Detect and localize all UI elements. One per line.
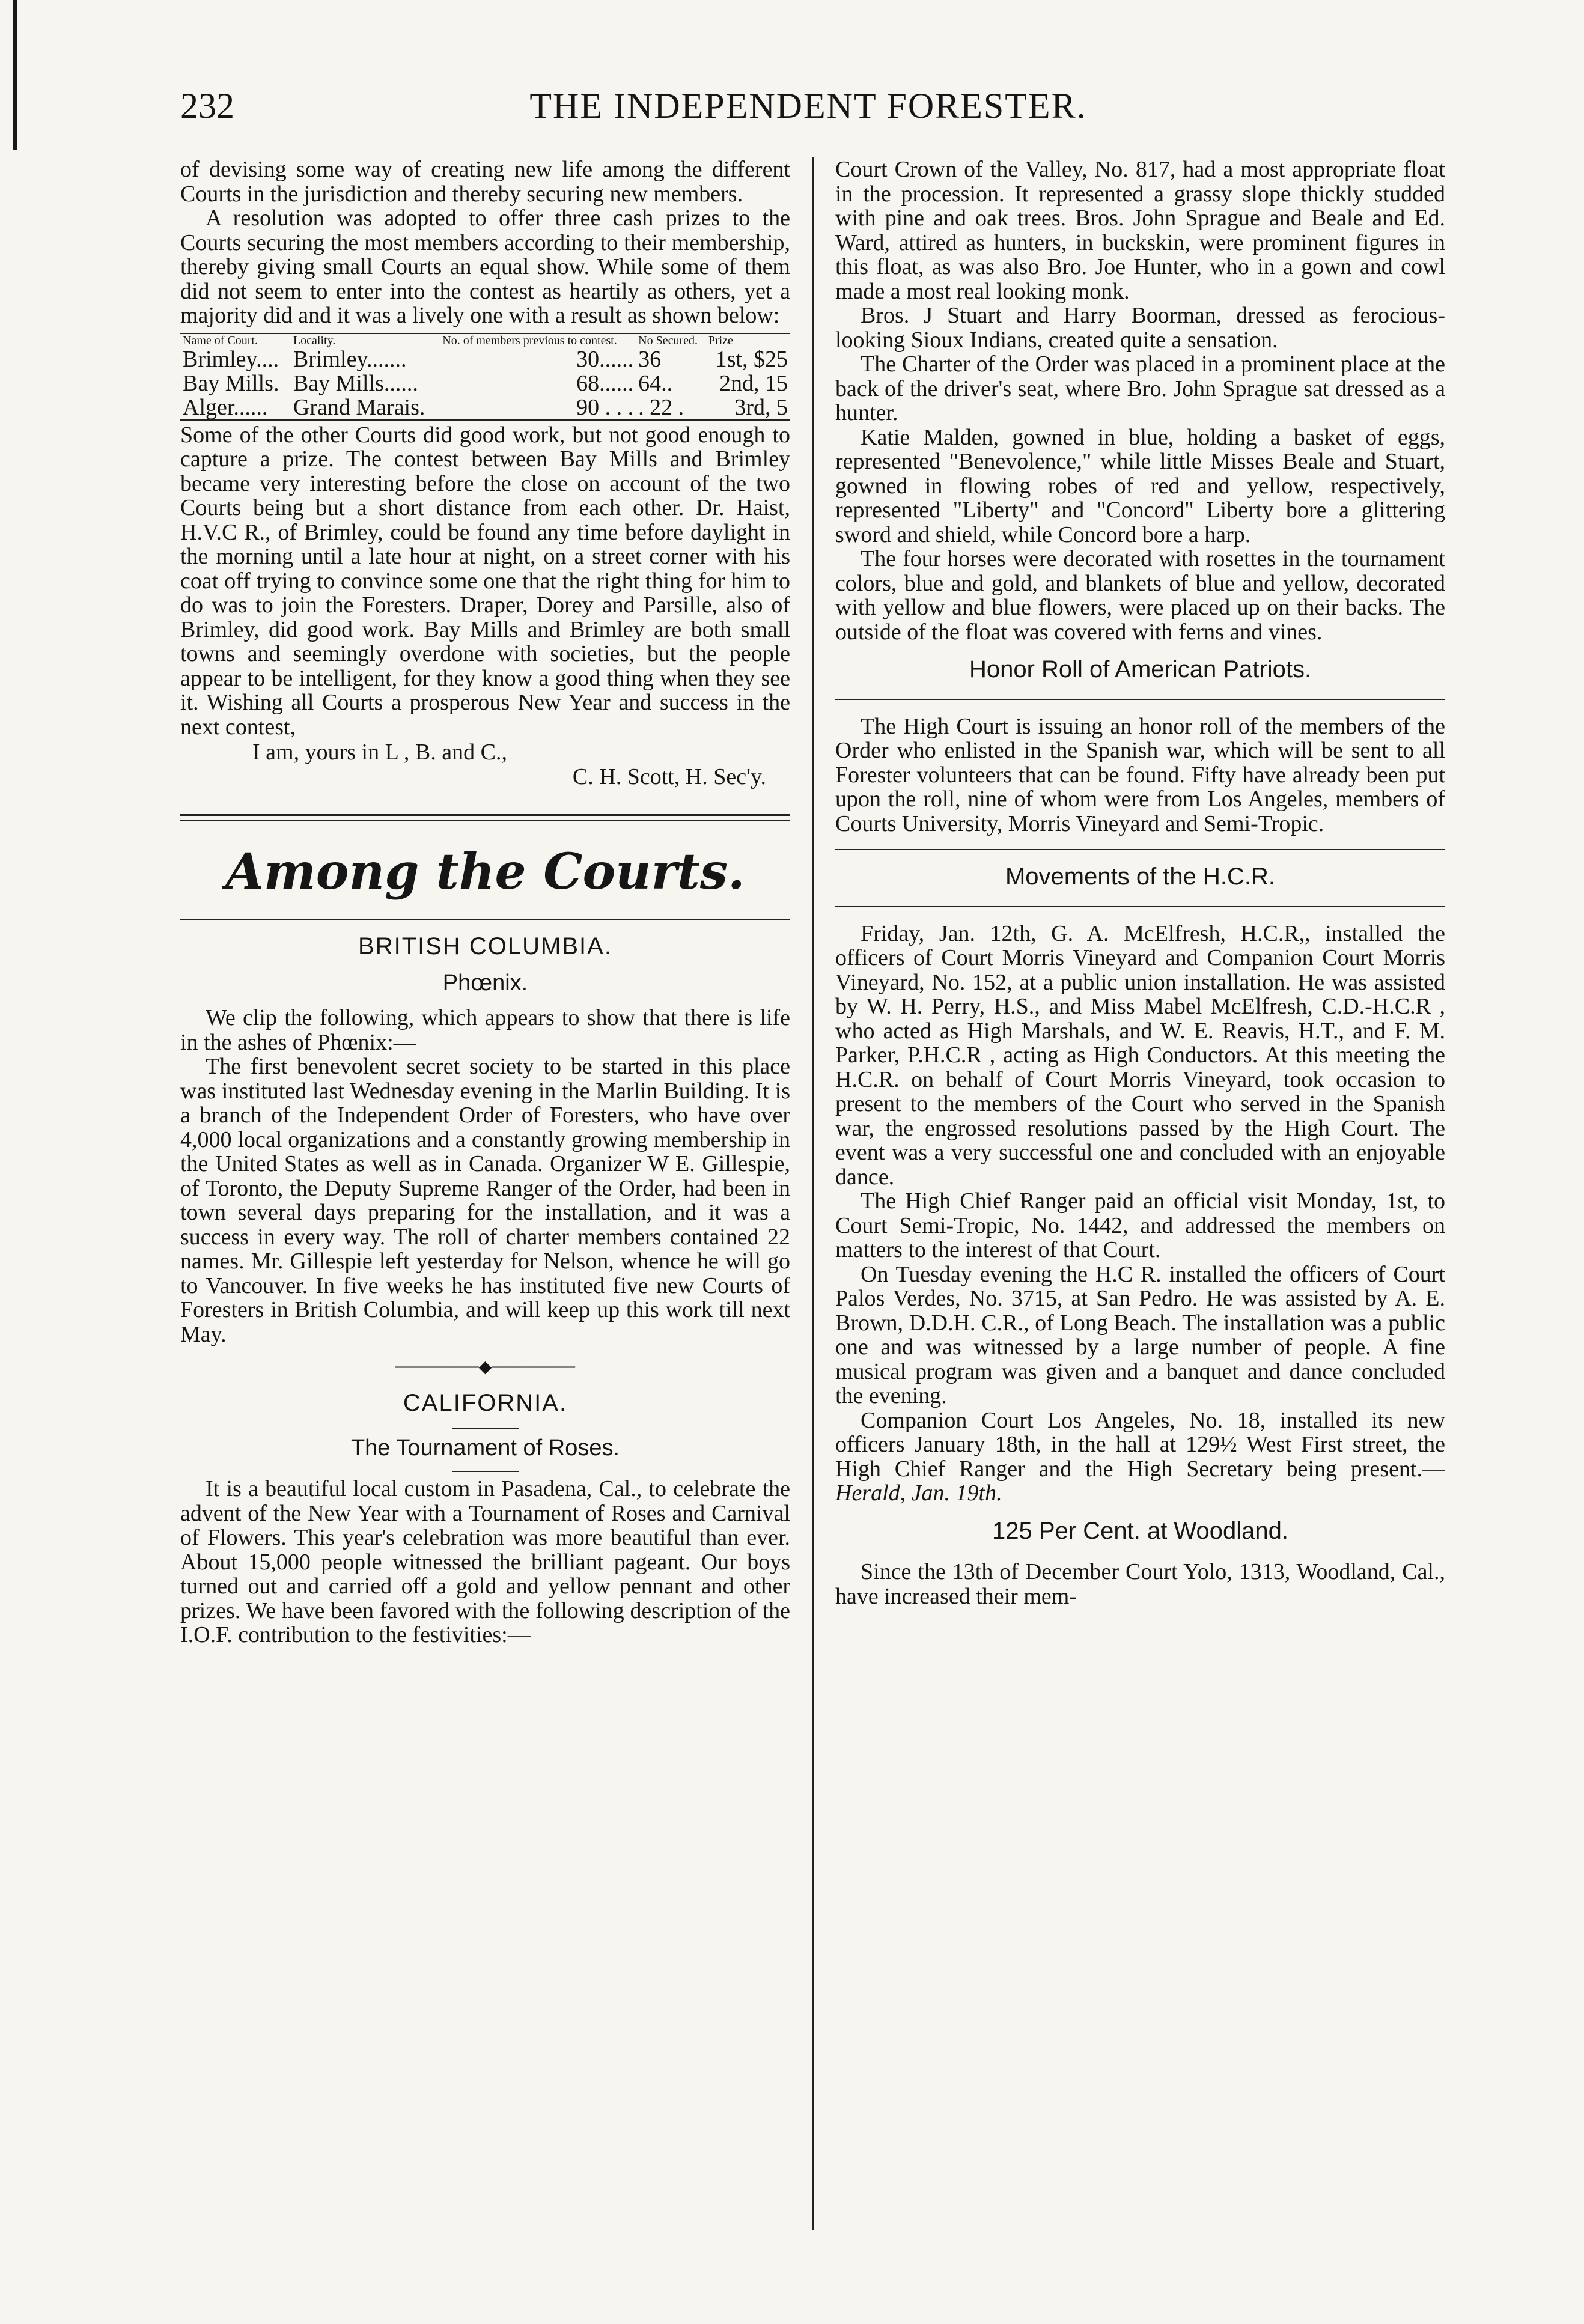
table-cell: Brimley.... bbox=[183, 346, 279, 372]
column-header: Locality. bbox=[293, 333, 336, 347]
table-cell: Bay Mills. bbox=[183, 370, 279, 396]
table-cell: Grand Marais. bbox=[293, 394, 425, 420]
table-header-row bbox=[180, 333, 790, 347]
table-cell: 2nd, 15 bbox=[719, 370, 788, 396]
column-header: No Secured. bbox=[638, 333, 698, 347]
prize-table bbox=[180, 333, 790, 421]
paragraph bbox=[835, 1408, 1445, 1506]
table-cell: 90 . . . bbox=[576, 394, 634, 420]
closing-line: I am, yours in L , B. and C., bbox=[252, 740, 507, 765]
thin-rule-divider bbox=[835, 699, 1445, 700]
page-number: 232 bbox=[180, 86, 234, 126]
table-cell: 68...... bbox=[576, 370, 634, 396]
table-cell: 30...... bbox=[576, 346, 634, 372]
paragraph: Court Crown of the Valley, No. 817, had a most appropriate float in the procession. It represented a grassy slope thickly studded with pine and oak trees. Bros. John Sprague and Beale and Ed. Ward, attired as hunters, in buckskin, were prominent figures in this float, as was also Bro. Joe Hunter, who in a gown and cowl made a most real looking monk. bbox=[835, 157, 1445, 304]
double-rule-divider bbox=[180, 814, 790, 821]
table-cell: 64.. bbox=[638, 370, 673, 396]
margin-rule bbox=[13, 0, 17, 150]
column-header: Prize bbox=[708, 333, 733, 347]
table-row bbox=[180, 395, 790, 420]
source-citation: Herald, Jan. 19th. bbox=[835, 1480, 1002, 1506]
table-cell: Bay Mills...... bbox=[293, 370, 418, 396]
paragraph: A resolution was adopted to offer three cash prizes to the Courts securing the most members according to their membership, thereby giving small Courts an equal show. While some of them did not seem to enter into the contest as heartily as others, yet a majority did and it was a lively one with a result as shown below: bbox=[180, 205, 790, 328]
article-subheading: The Tournament of Roses. bbox=[350, 1435, 620, 1461]
section-title: Among the Courts. bbox=[225, 843, 745, 901]
table-cell: 3rd, 5 bbox=[734, 394, 788, 420]
diamond-rule-ornament: ───────◆─────── bbox=[395, 1358, 576, 1376]
column-divider bbox=[812, 157, 814, 2230]
article-headline: Honor Roll of American Patriots. bbox=[969, 656, 1312, 683]
thin-rule-divider bbox=[835, 849, 1445, 850]
table-row bbox=[180, 371, 790, 395]
paragraph: The High Court is issuing an honor roll of the members of the Order who enlisted in the Spanish war, which will be sent to all Forester volunteers that can be found. Fifty have already been put upon the roll, nine of whom were from Los Angeles, members of Courts University, Morris Vineyard and Semi-Tropic. bbox=[835, 713, 1445, 836]
table-cell: Brimley....... bbox=[293, 346, 407, 372]
paragraph: Since the 13th of December Court Yolo, 1313, Woodland, Cal., have increased their mem- bbox=[835, 1559, 1445, 1609]
signature: C. H. Scott, H. Sec'y. bbox=[572, 764, 766, 789]
paragraph: The four horses were decorated with rosettes in the tournament colors, blue and gold, and blankets of blue and yellow, decorated with yellow and blue flowers, were placed up on their backs. The outside of the float was covered with ferns and vines. bbox=[835, 546, 1445, 645]
column-header: No. of members previous to contest. bbox=[442, 333, 617, 347]
table-cell: 1st, $25 bbox=[715, 346, 788, 372]
page-header bbox=[180, 85, 1436, 139]
thin-rule-divider bbox=[180, 919, 790, 920]
province-heading: CALIFORNIA. bbox=[403, 1390, 568, 1416]
paragraph: The Charter of the Order was placed in a prominent place at the back of the driver's seat, where Bro. John Sprague sat dressed as a hunter. bbox=[835, 351, 1445, 425]
table-cell: Alger...... bbox=[183, 394, 268, 420]
right-column bbox=[835, 157, 1445, 2230]
town-heading: Phœnix. bbox=[442, 970, 528, 996]
thin-rule-divider bbox=[835, 906, 1445, 907]
paragraph: The High Chief Ranger paid an official visit Monday, 1st, to Court Semi-Tropic, No. 1442, and addressed the members on matters to the interest of that Court. bbox=[835, 1188, 1445, 1262]
left-column bbox=[180, 157, 790, 2230]
paragraph: Friday, Jan. 12th, G. A. McElfresh, H.C.R,, installed the officers of Court Morris Vineyard and Companion Court Morris Vineyard, No. 152, at a public union installation. He was assisted by W. H. Perry, H.S., and Miss Mabel McElfresh, C.D.-H.C.R , who acted as High Marshals, and W. E. Reavis, H.T., and F. M. Parker, P.H.C.R , acting as High Conductors. At this meeting the H.C.R. on behalf of Court Morris Vineyard, took occasion to present to the members of the Court who served in the Spanish war, the engrossed resolutions passed by the High Court. The event was a very successful one and concluded with an enjoyable dance. bbox=[835, 920, 1445, 1190]
column-header: Name of Court. bbox=[183, 333, 258, 347]
short-rule bbox=[452, 1471, 519, 1472]
paragraph: The first benevolent secret society to be started in this place was instituted last Wednesday evening in the Marlin Building. It is a branch of the Independent Order of Foresters, who have over 4,000 local organizations and a constantly growing membership in the United States as well as in Canada. Organizer W E. Gillespie, of Toronto, the Deputy Supreme Ranger of the Order, had been in town several days preparing for the installation, and it was a success in every way. The roll of charter members contained 22 names. Mr. Gillespie left yesterday for Nelson, whence he will go to Vancouver. In five weeks he has instituted five new Courts of Foresters in British Columbia, and will keep up this work till next May. bbox=[180, 1054, 790, 1347]
province-heading: BRITISH COLUMBIA. bbox=[358, 933, 612, 960]
article-headline: Movements of the H.C.R. bbox=[1005, 863, 1276, 890]
paragraph: Some of the other Courts did good work, but not good enough to capture a prize. The contest between Bay Mills and Brimley became very interesting before the close on account of the two Courts being but a short distance from each other. Dr. Haist, H.V.C R., of Brimley, could be found any time before daylight in the morning until a late hour at night, on a street corner with his coat off trying to convince some one that the right thing for him to do was to join the Foresters. Draper, Dorey and Parsille, also of Brimley, did good work. Bay Mills and Brimley are both small towns and seemingly overdone with societies, but the people appear to be intelligent, for they know a good thing when they see it. Wishing all Courts a prosperous New Year and success in the next contest, bbox=[180, 422, 790, 740]
paragraph: of devising some way of creating new life among the different Courts in the jurisdiction and thereby securing new members. bbox=[180, 157, 790, 207]
table-cell: 36 bbox=[638, 346, 662, 372]
paragraph: We clip the following, which appears to show that there is life in the ashes of Phœnix:— bbox=[180, 1005, 790, 1055]
paragraph: Bros. J Stuart and Harry Boorman, dressed as ferocious-looking Sioux Indians, created quite a sensation. bbox=[835, 303, 1445, 353]
table-row bbox=[180, 347, 790, 371]
running-title: THE INDEPENDENT FORESTER. bbox=[529, 86, 1087, 126]
paragraph-text: Companion Court Los Angeles, No. 18, installed its new officers January 18th, in the hall at 129½ West First street, the High Chief Ranger and the High Secretary being present.— bbox=[835, 1407, 1445, 1482]
paragraph: On Tuesday evening the H.C R. installed the officers of Court Palos Verdes, No. 3715, at San Pedro. He was assisted by A. E. Brown, D.D.H. C.R., of Long Beach. The installation was a public one and was witnessed by a large number of people. A fine musical program was given and a banquet and dance concluded the evening. bbox=[835, 1261, 1445, 1408]
paragraph: It is a beautiful local custom in Pasadena, Cal., to celebrate the advent of the New Year with a Tournament of Roses and Carnival of Flowers. This year's celebration was more beautiful than ever. About 15,000 people witnessed the brilliant pageant. Our boys turned out and carried off a gold and yellow pennant and other prizes. We have been favored with the following description of the I.O.F. contribution to the festivities:— bbox=[180, 1476, 790, 1647]
table-cell: . 22 . bbox=[638, 394, 684, 420]
paragraph: Katie Malden, gowned in blue, holding a basket of eggs, represented "Benevolence," while little Misses Beale and Stuart, gowned in flowing robes of red and yellow, respectively, represented "Liberty" and "Concord" Liberty bore a glittering sword and shield, while Concord bore a harp. bbox=[835, 424, 1445, 547]
article-headline: 125 Per Cent. at Woodland. bbox=[992, 1517, 1288, 1544]
short-rule bbox=[452, 1428, 519, 1429]
